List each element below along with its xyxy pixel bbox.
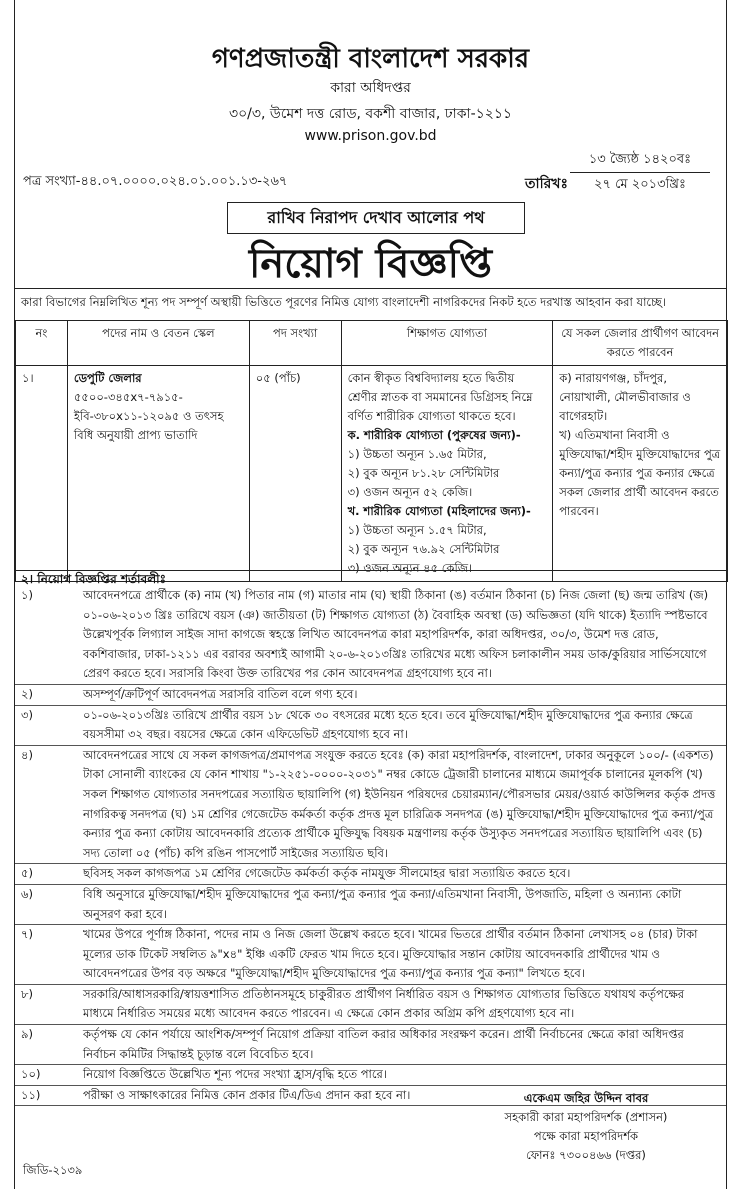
term-text: বিধি অনুসারে মুক্তিযোদ্ধা/শহীদ মুক্তিযোদ্ধাদের পুত্র কন্যা/পুত্র কন্যার পুত্র কন্যা/এতিমখানা নিবাসী, উপজাতি, মহিলা ও অন্যান্য কোটা অনুসরণ করা হবে। [83, 886, 682, 921]
header-qualification: শিক্ষাগত যোগ্যতা [341, 321, 553, 366]
table-row [16, 366, 728, 582]
term-number: ১১) [21, 1087, 41, 1102]
header-post: পদের নাম ও বেতন স্কেল [67, 321, 249, 366]
signatory-on-behalf: পক্ষে কারা মহাপরিদর্শক [533, 1129, 639, 1143]
female-requirement: ১) উচ্চতা অন্যূন ১.৫৭ মিটার, [347, 523, 487, 537]
male-requirement: ২) বুক অন্যূন ৮১.২৮ সেন্টিমিটার [347, 466, 500, 480]
term-text: ছবিসহ সকল কাগজপত্র ১ম শ্রেণির গেজেটেড কর্মকর্তা কর্তৃক নামযুক্ত সীলমোহর দ্বারা সত্যায়িত করতে হবে। [83, 866, 571, 881]
term-item [15, 1025, 726, 1065]
term-number: ৯) [21, 1027, 33, 1042]
department-name: কারা অধিদপ্তর [330, 80, 411, 96]
header-districts: যে সকল জেলার প্রার্থীগণ আবেদন করতে পারবেন [553, 321, 728, 366]
term-number: ১) [21, 588, 33, 602]
memo-number: পত্র সংখ্যা-৪৪.০৭.০০০০.০২৪.০১.০০১.১৩-২৬৭ [23, 174, 288, 189]
term-item [15, 864, 726, 885]
term-number: ৭) [21, 927, 33, 942]
date-box [570, 148, 710, 197]
table-header-row [16, 321, 728, 366]
term-item [15, 925, 726, 985]
signatory-designation: সহকারী কারা মহাপরিদর্শক (প্রশাসন) [504, 1110, 668, 1124]
term-text: সরকারি/আধাসরকারি/স্বায়ত্তশাসিত প্রতিষ্ঠানসমূহে চাকুরীরত প্রার্থীগণ নির্ধারিত বয়স ও শিক্ষাগত যোগ্যতার ভিত্তিতে যথাযথ কর্তৃপক্ষের মাধ্যমে নির্ধারিত সময়ের মধ্যে আবেদন করতে পারবেন। এ ক্ষেত্রে কোন প্রকার অগ্রিম কপি গ্রহণযোগ্য হবে না। [83, 986, 685, 1021]
header-count: পদ সংখ্যা [249, 321, 341, 366]
date-label: তারিখঃ [525, 176, 568, 192]
term-item [15, 586, 726, 685]
website-link[interactable]: www.prison.gov.bd [304, 128, 437, 144]
term-number: ১০) [21, 1067, 41, 1082]
post-name: ডেপুটি জেলার [73, 371, 142, 385]
term-text: পরীক্ষা ও সাক্ষাৎকারের নিমিত্ত কোন প্রকার টিএ/ডিএ প্রদান করা হবে না। [83, 1087, 411, 1102]
term-item [15, 746, 726, 865]
male-requirement: ১) উচ্চতা অন্যূন ১.৬৫ মিটার, [347, 447, 487, 461]
date-english: ২৭ মে ২০১৩খ্রিঃ [594, 177, 686, 192]
female-requirements-title: খ. শারীরিক যোগ্যতা (মহিলাদের জন্য)- [347, 504, 531, 518]
term-text: আবেদনপত্রে প্রার্থীকে (ক) নাম (খ) পিতার নাম (গ) মাতার নাম (ঘ) স্থায়ী ঠিকানা (ঙ) বর্তমান ঠিকানা (চ) নিজ জেলা (ছ) জন্ম তারিখ (জ) ০১-০৬-২০১৩ খ্রিঃ তারিখে বয়স (ঞ) জাতীয়তা (ট) শিক্ষাগত যোগ্যতা (ঠ) বৈবাহিক অবস্থা (ড) অভিজ্ঞতা (যদি থাকে) ইত্যাদি স্পষ্টভাবে উল্লেখপূর্বক লিগ্যাল সাইজ সাদা কাগজে স্বহস্তে লিখিত আবেদনপত্র কারা মহাপরিদর্শক, কারা অধিদপ্তর, ৩০/৩, উমেশ দত্ত রোড, বকশিবাজার, ঢাকা-১২১১ এর বরাবর অবশ্যই আগামী ২০-৬-২০১৩খ্রিঃ তারিখের মধ্যে অফিস চলাকালীন সময় ডাক/কুরিয়ার সার্ভিসযোগে প্রেরণ করতে হবে। সরাসরি কিংবা উক্ত তারিখের পর কোন আবেদনপত্র গ্রহণযোগ্য হবে না। [83, 588, 709, 681]
post-scale: ৫৫০০-৩৪৫x৭-৭৯১৫-ইবি-৩৮০x১১-১২০৯৫ ও তৎসহ বিধি অনুযায়ী প্রাপ্য ভাতাদি [73, 390, 224, 442]
districts-cell [553, 366, 728, 582]
term-number: ৫) [21, 866, 33, 881]
term-number: ৬) [21, 886, 33, 901]
date-bangla: ১৩ জ্যৈষ্ঠ ১৪২০বঃ [570, 148, 710, 173]
office-address: ৩০/৩, উমেশ দত্ত রোড, বকশী বাজার, ঢাকা-১২১১ [228, 106, 513, 122]
row-no: ১। [16, 366, 68, 582]
terms-title: ২। নিয়োগ বিজ্ঞপ্তির শর্তাবলীঃ [15, 570, 726, 587]
term-number: ২) [21, 686, 33, 701]
district-list-a: ক) নারায়ণগঞ্জ, চাঁদপুর, নোয়াখালী, মৌলভীবাজার ও বাগেরহাট। [559, 371, 691, 423]
header-no: নং [16, 321, 68, 366]
signatory-phone: ফোনঃ ৭৩০০৪৬৬ (দপ্তর) [526, 1148, 646, 1162]
term-item [15, 885, 726, 925]
notice-heading: নিয়োগ বিজ্ঞপ্তি [248, 241, 492, 287]
term-text: আবেদনপত্রের সাথে যে সকল কাগজপত্র/প্রমাণপত্র সংযুক্ত করতে হবেঃ (ক) কারা মহাপরিদর্শক, বাংলাদেশ, ঢাকার অনুকূলে ১০০/- (একশত) টাকা সোনালী ব্যাংকের যে কোন শাখায় "১-২২৫১-০০০০-২০৩১" নম্বর কোডে ট্রেজারী চালানের মাধ্যমে জমাপূর্বক চালানের মূলকপি (খ) সকল শিক্ষাগত যোগ্যতার সনদপত্রের সত্যায়িত ছায়ালিপি (গ) ইউনিয়ন পরিষদের চেয়ারম্যান/পৌরসভার মেয়র/ওয়ার্ড কাউন্সিলর কর্তৃক প্রদত্ত নাগরিকত্ব সনদপত্র (ঘ) ১ম শ্রেণির গেজেটেড কর্মকর্তা কর্তৃক প্রদত্ত মূল চারিত্রিক সনদপত্র (ঙ) মুক্তিযোদ্ধা/শহীদ মুক্তিযোদ্ধাদের পুত্র কন্যা/পুত্র কন্যার পুত্র কন্যা কোটায় আবেদনকারি প্রত্যেক প্রার্থীকে মুক্তিযুদ্ধ বিষয়ক মন্ত্রণালয় কর্তৃক উস্যুকৃত সনদপত্রের সত্যায়িত ছায়ালিপি এবং (চ) সদ্য তোলা ০৫ (পাঁচ) কপি রঙিন পাসপোর্ট সাইজের সত্যায়িত ছবি। [83, 747, 716, 860]
district-list-b: খ) এতিমখানা নিবাসী ও মুক্তিযোদ্ধা/শহীদ মুক্তিযোদ্ধাদের পুত্র কন্যা/পুত্র কন্যার পুত্র কন্যার ক্ষেত্রে সকল জেলার প্রার্থী আবেদন করতে পারবেন। [559, 428, 721, 518]
signature-block [466, 1089, 706, 1165]
qualification-cell [341, 366, 553, 582]
female-requirement: ৩) ওজন অন্যূন ৪৫ কেজি। [347, 561, 473, 575]
male-requirement: ৩) ওজন অন্যূন ৫২ কেজি। [347, 485, 473, 499]
term-text: খামের উপরে পূর্ণাঙ্গ ঠিকানা, পদের নাম ও নিজ জেলা উল্লেখ করতে হবে। খামের ভিতরে প্রার্থীর বর্তমান ঠিকানা লেখাসহ ০৪ (চার) টাকা মূল্যের ডাক টিকেট সম্বলিত ৯"x৪" ইঞ্চি একটি ফেরত খাম দিতে হবে। মুক্তিযোদ্ধার সন্তান কোটায় আবেদনকারি প্রার্থীদের খাম ও আবেদনপত্রের উপর বড় অক্ষরে "মুক্তিযোদ্ধা/শহীদ মুক্তিযোদ্ধাদের পুত্র কন্যা/পুত্র কন্যার পুত্র কন্যা" লিখতে হবে। [83, 927, 698, 981]
term-text: অসম্পূর্ণ/ক্রটিপূর্ণ আবেদনপত্র সরাসরি বাতিল বলে গণ্য হবে। [83, 686, 358, 701]
notice-page [14, 0, 727, 1189]
slogan-box: রাখিব নিরাপদ দেখাব আলোর পথ [227, 202, 525, 234]
term-text: নিয়োগ বিজ্ঞপ্তিতে উল্লেখিত শূন্য পদের সংখ্যা হ্রাস/বৃদ্ধি হতে পারে। [83, 1067, 387, 1082]
post-cell [67, 366, 249, 582]
signatory-name: একেএম জহির উদ্দিন বাবর [523, 1091, 649, 1105]
term-text: ০১-০৬-২০১৩খ্রিঃ তারিখে প্রার্থীর বয়স ১৮ থেকে ৩০ বৎসরের মধ্যে হতে হবে। তবে মুক্তিযোদ্ধা/শহীদ মুক্তিযোদ্ধাদের পুত্র কন্যার ক্ষেত্রে বয়সসীমা ৩২ বছর। বয়সের ক্ষেত্রে কোন এফিডেভিট গ্রহণযোগ্য হবে না। [83, 707, 693, 742]
intro-text: কারা বিভাগের নিম্নলিখিত শূন্য পদ সম্পূর্ণ অস্থায়ী ভিত্তিতে পূরণের নিমিত্ত যোগ্য বাংলাদেশী নাগরিকদের নিকট হতে দরখাস্ত আহবান করা যাচ্ছে। [15, 288, 726, 316]
vacancy-table [15, 320, 728, 582]
terms-list [15, 586, 726, 1106]
term-number: ৮) [21, 986, 33, 1001]
gd-code: জিডি-২১৩৯ [23, 1163, 83, 1177]
term-item [15, 1065, 726, 1086]
term-number: ৩) [21, 707, 33, 722]
term-item [15, 685, 726, 706]
term-item [15, 706, 726, 746]
term-item [15, 985, 726, 1025]
term-text: কর্তৃপক্ষ যে কোন পর্যায়ে আংশিক/সম্পূর্ণ নিয়োগ প্রক্রিয়া বাতিল করার অধিকার সংরক্ষণ করেন। প্রার্থী নির্বাচনের ক্ষেত্রে কারা অধিদপ্তর নির্বাচন কমিটির সিদ্ধান্তই চূড়ান্ত বলে বিবেচিত হবে। [83, 1027, 684, 1061]
qualification-text: কোন স্বীকৃত বিশ্ববিদ্যালয় হতে দ্বিতীয় শ্রেণীর স্নাতক বা সমমানের ডিগ্রিসহ নিম্নে বর্ণিত শারীরিক যোগ্যতা থাকতে হবে। [347, 371, 533, 423]
government-title: গণপ্রজাতন্ত্রী বাংলাদেশ সরকার [211, 44, 530, 74]
post-count: ০৫ (পাঁচ) [249, 366, 341, 582]
male-requirements-title: ক. শারীরিক যোগ্যতা (পুরুষের জন্য)- [347, 428, 521, 442]
female-requirement: ২) বুক অন্যূন ৭৬.৯২ সেন্টিমিটার [347, 542, 500, 556]
term-number: ৪) [21, 747, 33, 762]
